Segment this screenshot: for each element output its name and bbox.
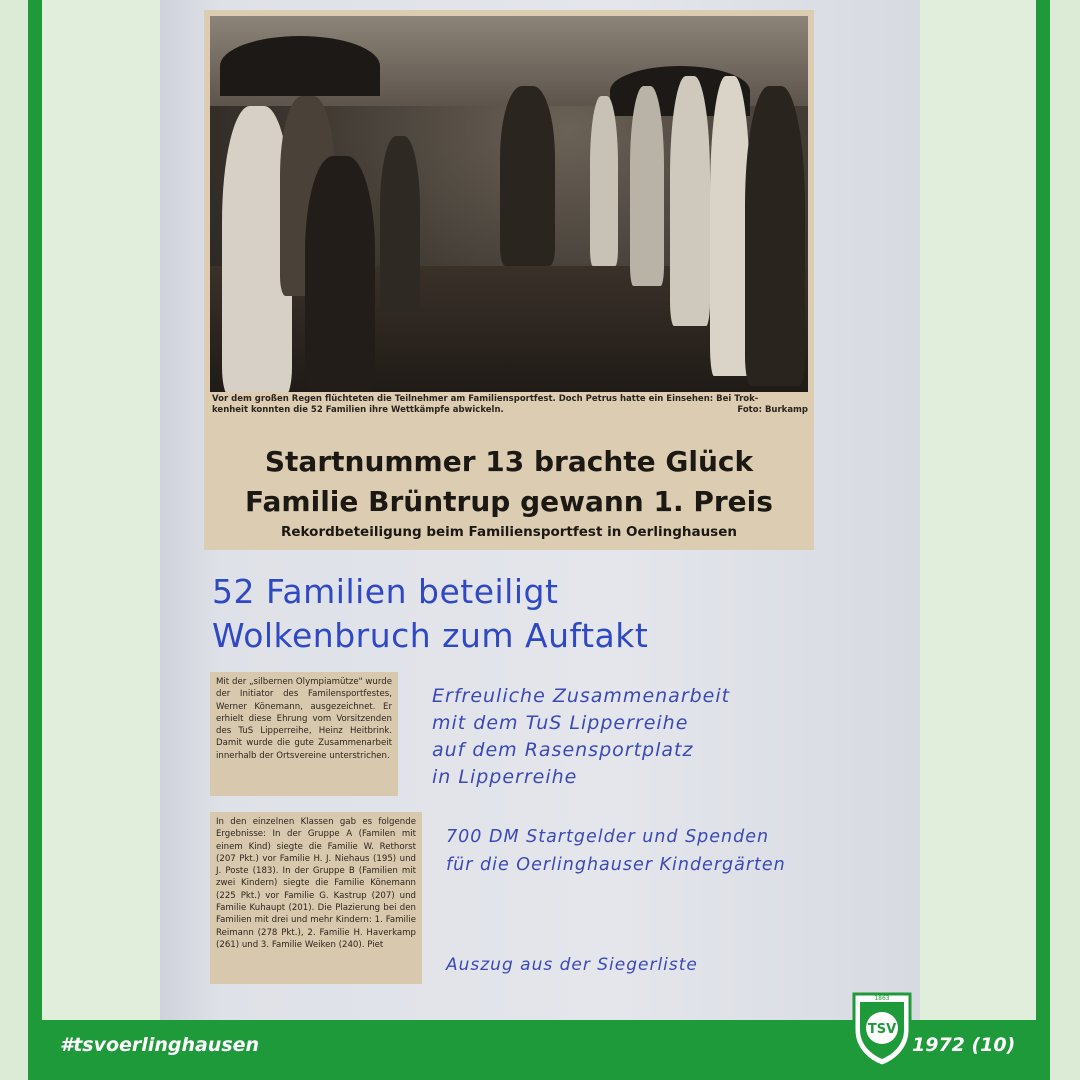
article-clipping-results: In den einzelnen Klassen gab es folgende Ergebnisse: In der Gruppe A (Familen mit einem Kind) siegte die Familie W. Rethorst (207 Pkt.) vor Familie H. J. Niehaus (195) und J. Poste (183). In der Gruppe B (Familien mit zwei Kindern) siegte die Familie Könemann (225 Pkt.) vor Familie G. Kastrup (207) und Familie Kuhaupt (201). Die Plazierung bei den Familien mit drei und mehr Kindern: 1. Familie Reimann (278 Pkt.), 2. Familie H. Haverkamp (261) und 3. Familie Weiken (240). Piet: [210, 812, 422, 984]
note-line: auf dem Rasensportplatz: [432, 739, 694, 761]
photo-caption: [212, 394, 810, 416]
caption-line-2: kenheit konnten die 52 Familien ihre Wettkämpfe abwickeln.: [212, 405, 504, 415]
handwritten-title-line-2: Wolkenbruch zum Auftakt: [212, 616, 649, 655]
year-label: 1972 (10): [912, 1034, 1016, 1056]
background-left: [42, 0, 160, 1020]
note-line: 700 DM Startgelder und Spenden: [446, 827, 770, 847]
club-logo-icon: [850, 990, 914, 1068]
article-clipping-honor: Mit der „silbernen Olympiamütze" wurde der Initiator des Familensportfestes, Werner Könemann, ausgezeichnet. Er erhielt diese Ehrung vom Vorsitzenden des TuS Lipperreihe, Heinz Heitbrink. Damit wurde die gute Zusammenarbeit innerhalb der Ortsvereine unterstrichen.: [210, 672, 398, 796]
newspaper-subheadline: Rekordbeteiligung beim Familiensportfest in Oerlinghausen: [281, 524, 737, 540]
handwritten-note-cooperation: [432, 683, 832, 791]
note-line: Erfreuliche Zusammenarbeit: [432, 685, 731, 707]
newspaper-photo: [210, 16, 808, 392]
handwritten-note-winners: Auszug aus der Siegerliste: [446, 955, 698, 975]
headline-line-2: Familie Brüntrup gewann 1. Preis: [245, 485, 773, 518]
green-frame-left: [28, 0, 42, 1080]
note-line: für die Oerlinghauser Kindergärten: [446, 855, 786, 875]
headline-line-1: Startnummer 13 brachte Glück: [264, 445, 754, 478]
scrapbook-page: [160, 0, 920, 1020]
logo-letters: TSV: [867, 1022, 897, 1037]
photo-credit: Foto: Burkamp: [737, 405, 808, 415]
green-frame-right: [1036, 0, 1050, 1080]
newspaper-headline: [204, 442, 814, 522]
hashtag-label: #tsvoerlinghausen: [60, 1034, 260, 1056]
handwritten-note-donations: [446, 823, 906, 879]
background-right: [920, 0, 1036, 1020]
note-line: mit dem TuS Lipperreihe: [432, 712, 689, 734]
handwritten-title: [212, 570, 812, 658]
note-line: in Lipperreihe: [432, 766, 578, 788]
caption-line-1: Vor dem großen Regen flüchteten die Teilnehmer am Familiensportfest. Doch Petrus hatte ein Einsehen: Bei Trok-: [212, 394, 759, 404]
handwritten-title-line-1: 52 Familien beteiligt: [212, 572, 559, 611]
logo-founded: 1863: [874, 995, 890, 1002]
newspaper-clipping: [204, 10, 814, 550]
